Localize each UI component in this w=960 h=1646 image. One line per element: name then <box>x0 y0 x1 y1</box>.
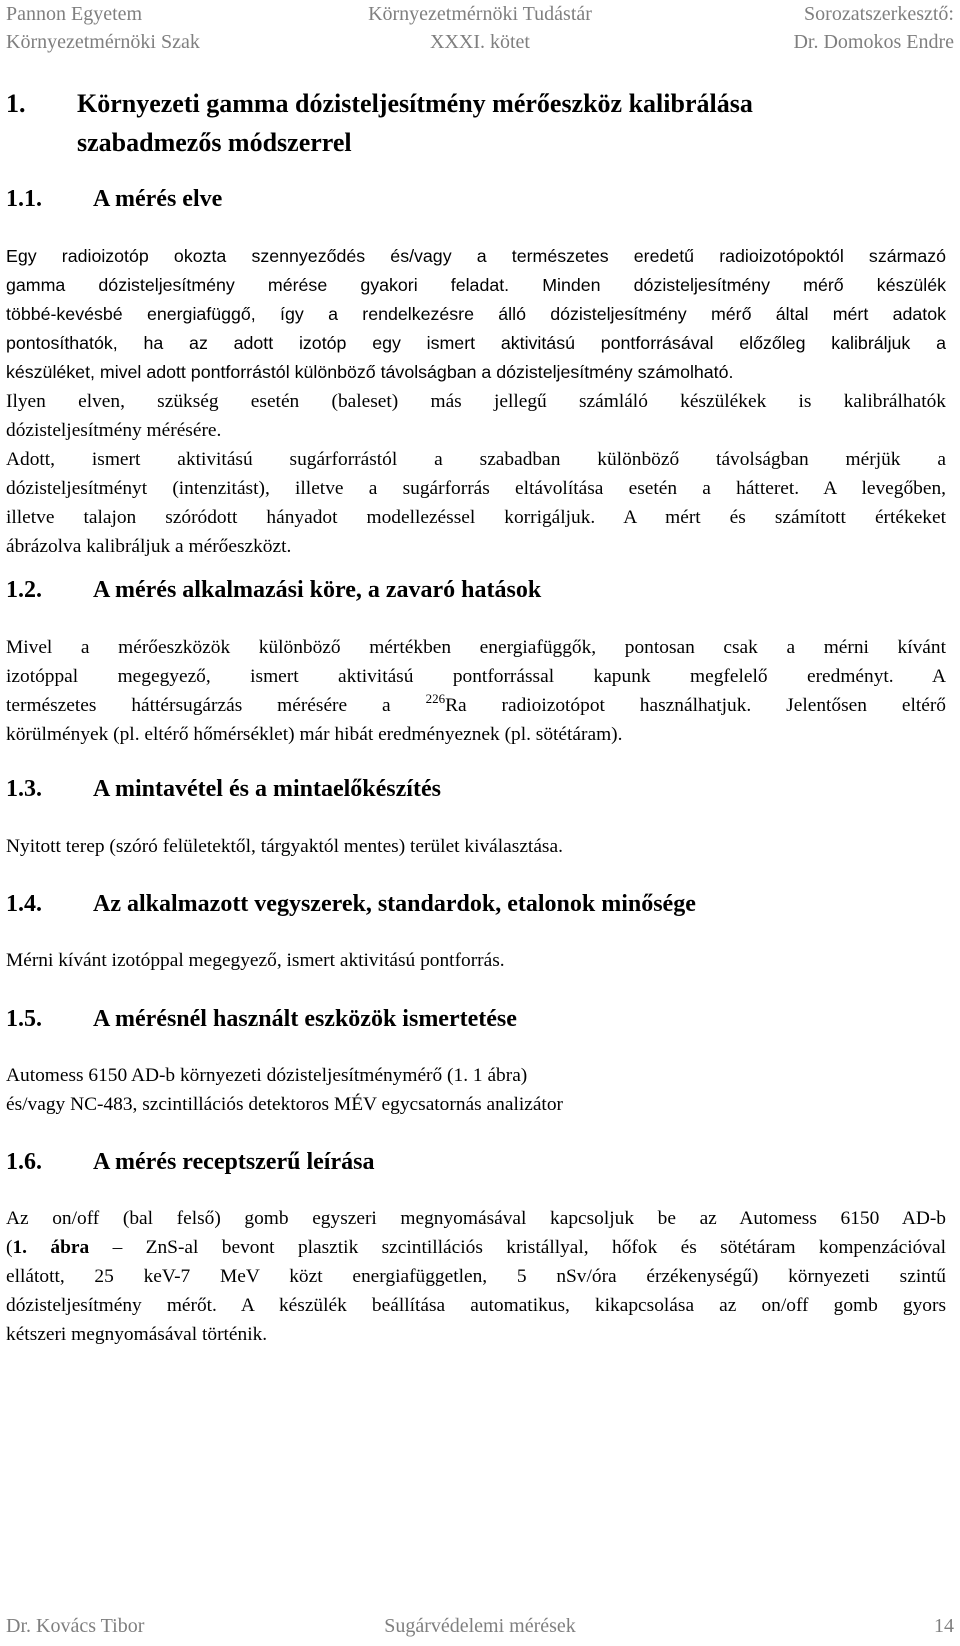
paragraph-standards <box>6 946 946 975</box>
text-line <box>6 691 946 720</box>
text-line: izotóppal megegyező, ismert aktivitású pontforrással kapunk megfelelő eredményt. A <box>6 666 946 687</box>
text-line: Nyitott terep (szóró felületektől, tárgyaktól mentes) terület kiválasztása. <box>6 836 563 857</box>
text-line: ábrázolva kalibráljuk a mérőeszközt. <box>6 536 292 557</box>
header-volume: XXXI. kötet <box>430 31 530 53</box>
header-editor-label: Sorozatszerkesztő: <box>804 3 954 25</box>
page-number: 14 <box>934 1615 954 1637</box>
paragraph-method <box>6 445 946 561</box>
section-heading-1-4 <box>6 889 946 919</box>
text-line: Adott, ismert aktivitású sugárforrástól a szabadban különböző távolságban mérjük a <box>6 449 946 470</box>
header-faculty: Környezetmérnöki Szak <box>6 31 200 53</box>
section-number: 1.6. <box>6 1149 42 1175</box>
section-title: A mintavétel és a mintaelőkészítés <box>93 776 441 802</box>
section-heading-1-5 <box>6 1004 946 1034</box>
text-fragment: természetes háttérsugárzás mérésére a <box>6 695 426 716</box>
section-number: 1.2. <box>6 577 42 603</box>
header-row-1 <box>6 0 954 28</box>
paragraph-calibration <box>6 387 946 445</box>
text-line: illetve talajon szóródott hányadot modellezéssel korrigáljuk. A mért és számított értékeket <box>6 507 946 528</box>
chapter-title-line-2: szabadmezős módszerrel <box>77 128 352 157</box>
chapter-number: 1. <box>6 89 26 118</box>
text-line: körülmények (pl. eltérő hőmérséklet) már hibát eredményeznek (pl. sötétáram). <box>6 724 623 745</box>
paragraph-scope <box>6 633 946 749</box>
text-line: Mivel a mérőeszközök különböző mértékben energiafüggők, pontosan csak a mérni kívánt <box>6 637 946 658</box>
section-title: A mérés receptszerű leírása <box>93 1149 375 1175</box>
header-editor-name: Dr. Domokos Endre <box>793 31 954 53</box>
text-line: dózisteljesítmény mérésére. <box>6 420 222 441</box>
section-title: A mérés alkalmazási köre, a zavaró hatások <box>93 577 542 603</box>
text-line: gamma dózisteljesítmény mérése gyakori feladat. Minden dózisteljesítmény mérő készülék <box>6 275 946 295</box>
section-heading-1-6 <box>6 1147 946 1177</box>
page-footer <box>6 1612 954 1640</box>
paragraph-principle <box>6 242 946 387</box>
text-line: ellátott, 25 keV-7 MeV közt energiafüggetlen, 5 nSv/óra érzékenységű) környezeti szintű <box>6 1266 946 1287</box>
page-header <box>6 0 954 56</box>
section-heading-1-1 <box>6 184 946 214</box>
section-heading-1-2 <box>6 575 946 605</box>
chapter-heading <box>6 84 946 162</box>
text-line: kétszeri megnyomásával történik. <box>6 1324 268 1345</box>
section-number: 1.4. <box>6 891 42 917</box>
text-line: pontosíthatók, ha az adott izotóp egy ismert aktivitású pontforrásával előzőleg kalibráljuk a <box>6 333 946 353</box>
header-series: Környezetmérnöki Tudástár <box>368 3 592 25</box>
section-title: A mérés elve <box>93 186 223 212</box>
chapter-title-line-1: Környezeti gamma dózisteljesítmény mérőeszköz kalibrálása <box>77 89 753 118</box>
section-title: A mérésnél használt eszközök ismertetése <box>93 1006 517 1032</box>
header-row-2 <box>6 28 954 56</box>
footer-title: Sugárvédelemi mérések <box>384 1615 576 1637</box>
text-line: készüléket, mivel adott pontforrástól különböző távolságban a dózisteljesítmény számolható. <box>6 362 734 382</box>
text-line: dózisteljesítményt (intenzitást), illetve a sugárforrás eltávolítása esetén a hátteret. A levegőben, <box>6 478 946 499</box>
section-heading-1-3 <box>6 774 946 804</box>
isotope-mass-number: 226 <box>425 691 446 706</box>
text-line: Egy radioizotóp okozta szennyeződés és/vagy a természetes eredetű radioizotópoktól származó <box>6 246 946 266</box>
footer-author: Dr. Kovács Tibor <box>6 1615 145 1637</box>
text-line: Mérni kívánt izotóppal megegyező, ismert aktivitású pontforrás. <box>6 950 505 971</box>
section-number: 1.5. <box>6 1006 42 1032</box>
text-line: dózisteljesítmény mérőt. A készülék beállítása automatikus, kikapcsolása az on/off gomb gyors <box>6 1295 946 1316</box>
paragraph-sampling <box>6 832 946 861</box>
text-fragment: – ZnS-al bevont plasztik szcintillációs kristállyal, hőfok és sötétáram kompenzációval <box>89 1237 946 1258</box>
text-line: többé-kevésbé energiafüggő, így a rendelkezésre álló dózisteljesítmény mérő által mért adatok <box>6 304 946 324</box>
text-fragment: ( <box>6 1237 13 1258</box>
paragraph-instruments <box>6 1061 946 1119</box>
text-line <box>6 1233 946 1262</box>
figure-reference: 1. ábra <box>12 1237 90 1258</box>
text-fragment: Ra radioizotópot használhatjuk. Jelentősen eltérő <box>445 695 946 716</box>
section-number: 1.1. <box>6 186 42 212</box>
text-line: és/vagy NC-483, szcintillációs detektoros MÉV egycsatornás analizátor <box>6 1094 563 1115</box>
header-university: Pannon Egyetem <box>6 3 143 25</box>
section-number: 1.3. <box>6 776 42 802</box>
section-title: Az alkalmazott vegyszerek, standardok, etalonok minősége <box>93 891 696 917</box>
text-line: Az on/off (bal felső) gomb egyszeri megnyomásával kapcsoljuk be az Automess 6150 AD-b <box>6 1208 946 1229</box>
text-line: Automess 6150 AD-b környezeti dózisteljesítménymérő (1. 1 ábra) <box>6 1065 528 1086</box>
paragraph-procedure <box>6 1204 946 1349</box>
text-line: Ilyen elven, szükség esetén (baleset) más jellegű számláló készülékek is kalibrálhatók <box>6 391 946 412</box>
